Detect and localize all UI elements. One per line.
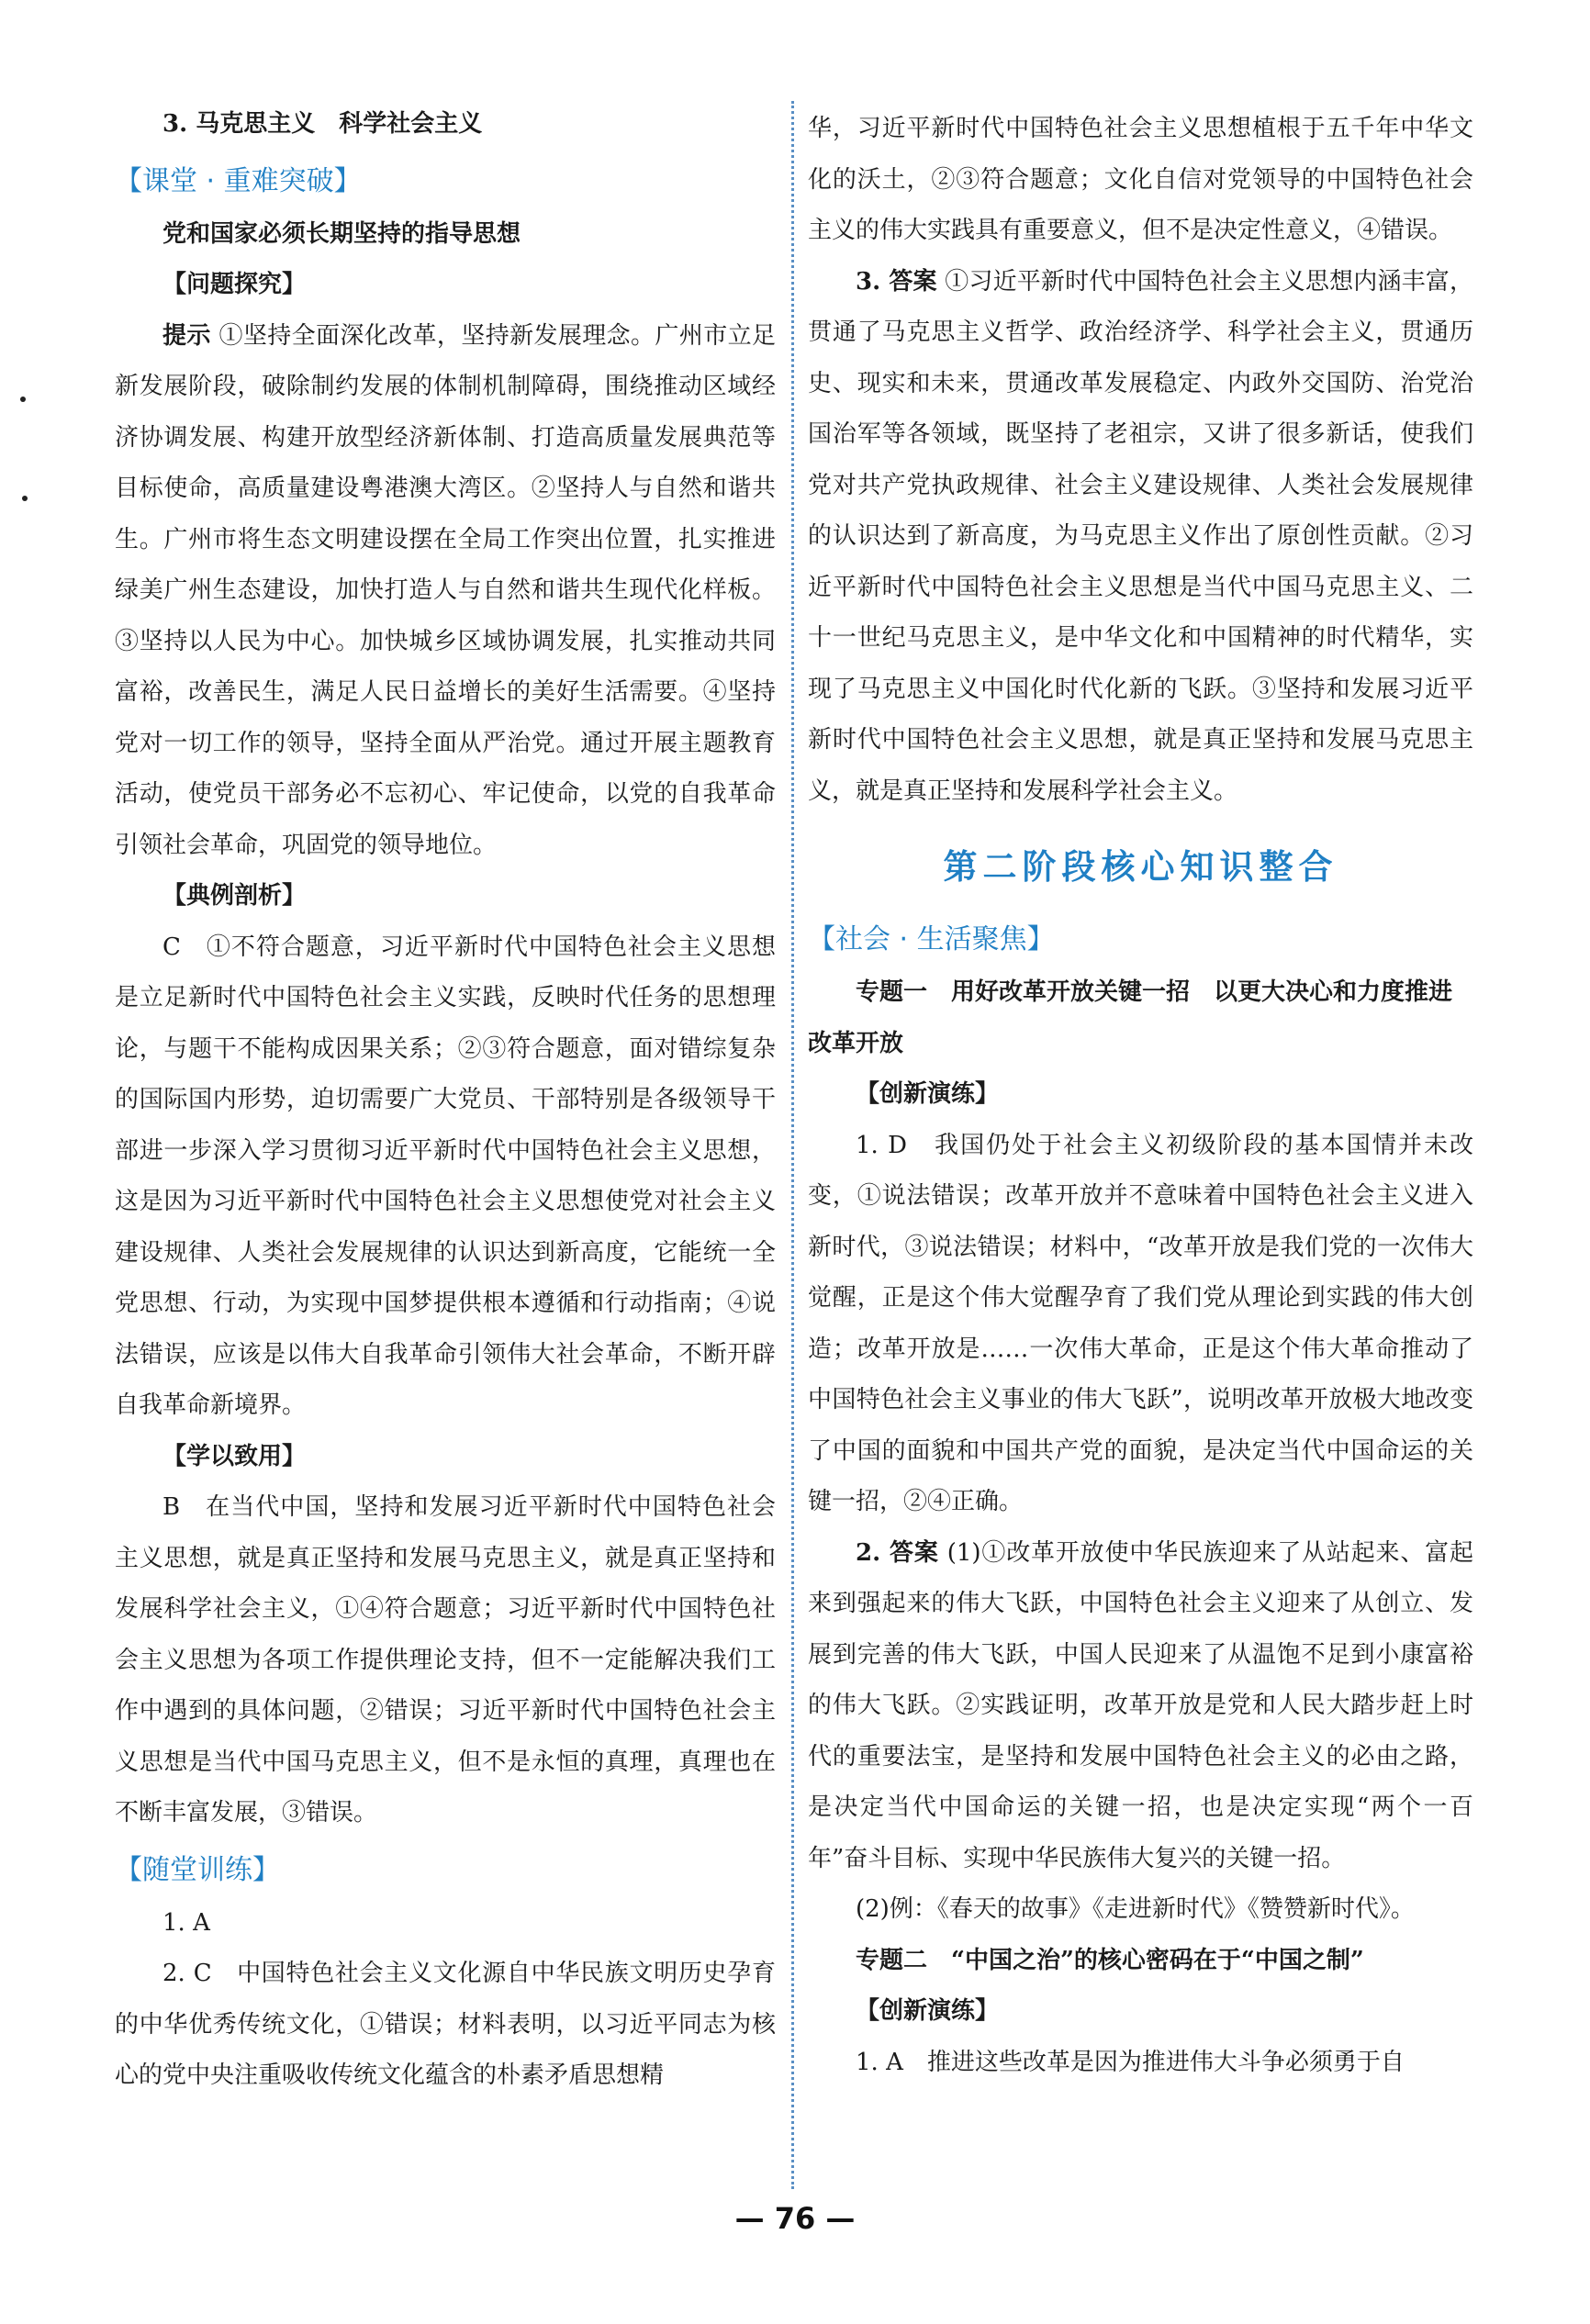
topic-title: 党和国家必须长期坚持的指导思想	[162, 219, 521, 248]
xueyi-paragraph: B 在当代中国，坚持和发展习近平新时代中国特色社会主义思想，就是真正坚持和发展马克思主义，就是真正坚持和发展科学社会主义，①④符合题意；习近平新时代中国特色社会主义思想为各项工作提供理论支持，但不一定能解决我们工作中遇到的具体问题，②错误；习近平新时代中国特色社会主义思想是当代中国马克思主义，但不是永恒的真理，真理也在不断丰富发展，③错误。	[115, 1493, 776, 1827]
section-heading-suitang: 【随堂训练】	[115, 1853, 280, 1886]
column-divider	[791, 101, 794, 2189]
answer-2-text: (1)①改革开放使中华民族迎来了从站起来、富起来到强起来的伟大飞跃，中国特色社会主义迎来了从创立、发展到完善的伟大飞跃，中国人民迎来了从温饱不足到小康富裕的伟大飞跃。②实践证明，改革开放是党和人民大踏步赶上时代的重要法宝，是坚持和发展中国特色社会主义的必由之路，是决定当代中国命运的关键一招，也是决定实现“两个一百年”奋斗目标、实现中华民族伟大复兴的关键一招。	[808, 1538, 1473, 1872]
topic-2-title: 专题二 “中国之治”的核心密码在于“中国之制”	[856, 1946, 1364, 1974]
stage-title: 第二阶段核心知识整合	[943, 847, 1338, 887]
topic-1-answer-2-part2: (2)例：《春天的故事》《走进新时代》《赞赞新时代》。	[856, 1895, 1415, 1923]
subheading-xueyi: 【学以致用】	[162, 1442, 307, 1470]
answer-2-label: 2. 答案	[856, 1538, 939, 1567]
tishi-text: ①坚持全面深化改革，坚持新发展理念。广州市立足新发展阶段，破除制约发展的体制机制障碍，围绕推动区域经济协调发展、构建开放型经济新体制、打造高质量发展典范等目标使命，高质量建设粤港澳大湾区。②坚持人与自然和谐共生。广州市将生态文明建设摆在全局工作突出位置，扎实推进绿美广州生态建设，加快打造人与自然和谐共生现代化样板。③坚持以人民为中心。加快城乡区域协调发展，扎实推动共同富裕，改善民生，满足人民日益增长的美好生活需要。④坚持党对一切工作的领导，坚持全面从严治党。通过开展主题教育活动，使党员干部务必不忘初心、牢记使命，以党的自我革命引领社会革命，巩固党的领导地位。	[115, 321, 776, 859]
topic-1-title: 专题一 用好改革开放关键一招 以更大决心和力度推进改革开放	[808, 978, 1453, 1057]
section-heading-shehui: 【社会 · 生活聚焦】	[808, 923, 1055, 955]
answer-3-paragraph	[808, 257, 1473, 818]
suitang-answer-2: 2. C 中国特色社会主义文化源自中华民族文明历史孕育的中华优秀传统文化，①错误；材料表明，以习近平同志为核心的党中央注重吸收传统文化蕴含的朴素矛盾思想精	[115, 1960, 776, 2089]
topic-1-answer-2	[808, 1528, 1473, 1885]
margin-dot	[20, 397, 26, 402]
left-column	[115, 99, 776, 2102]
answer-3-text: ①习近平新时代中国特色社会主义思想内涵丰富，贯通了马克思主义哲学、政治经济学、科学社会主义，贯通历史、现实和未来，贯通改革发展稳定、内政外交国防、治党治国治军等各领域，既坚持了老祖宗，又讲了很多新话，使我们党对共产党执政规律、社会主义建设规律、人类社会发展规律的认识达到了新高度，为马克思主义作出了原创性贡献。②习近平新时代中国特色社会主义思想是当代中国马克思主义、二十一世纪马克思主义，是中华文化和中国精神的时代精华，实现了马克思主义中国化时代化新的飞跃。③坚持和发展习近平新时代中国特色社会主义思想，就是真正坚持和发展马克思主义，就是真正坚持和发展科学社会主义。	[808, 267, 1473, 805]
subheading-wenti: 【问题探究】	[162, 271, 307, 298]
margin-dot	[22, 496, 28, 501]
suitang-answer-1: 1. A	[162, 1908, 210, 1937]
answer-3-label: 3. 答案	[856, 267, 937, 296]
dianli-paragraph: C ①不符合题意，习近平新时代中国特色社会主义思想是立足新时代中国特色社会主义实践，反映时代任务的思想理论，与题干不能构成因果关系；②③符合题意，面对错综复杂的国际国内形势，迫切需要广大党员、干部特别是各级领导干部进一步深入学习贯彻习近平新时代中国特色社会主义思想，这是因为习近平新时代中国特色社会主义思想使党对社会主义建设规律、人类社会发展规律的认识达到新高度，它能统一全党思想、行动，为实现中国梦提供根本遵循和行动指南；④说法错误，应该是以伟大自我革命引领伟大社会革命，不断开辟自我革命新境界。	[115, 933, 776, 1419]
subheading-chuangxin-2: 【创新演练】	[856, 1997, 1000, 2025]
page-number: — 76 —	[734, 2201, 856, 2236]
answer-line-3: 3. 马克思主义 科学社会主义	[162, 110, 483, 138]
topic-1-answer-1: 1. D 我国仍处于社会主义初级阶段的基本国情并未改变，①说法错误；改革开放并不意味着中国特色社会主义进入新时代，③说法错误；材料中，“改革开放是我们党的一次伟大觉醒，正是这个伟大觉醒孕育了我们党从理论到实践的伟大创造；改革开放是……一次伟大革命，正是这个伟大革命推动了中国特色社会主义事业的伟大飞跃”，说明改革开放极大地改变了中国的面貌和中国共产党的面貌，是决定当代中国命运的关键一招，②④正确。	[808, 1131, 1473, 1515]
subheading-chuangxin-1: 【创新演练】	[856, 1080, 1000, 1108]
topic-2-answer-1: 1. A 推进这些改革是因为推进伟大斗争必须勇于自	[856, 2048, 1405, 2076]
right-column	[808, 104, 1473, 2088]
continued-paragraph: 华，习近平新时代中国特色社会主义思想植根于五千年中华文化的沃土，②③符合题意；文化自信对党领导的中国特色社会主义的伟大实践具有重要意义，但不是决定性意义，④错误。	[808, 115, 1473, 244]
tishi-label: 提示	[162, 321, 211, 350]
section-heading-ketang: 【课堂 · 重难突破】	[115, 164, 362, 197]
subheading-dianli: 【典例剖析】	[162, 882, 307, 910]
tishi-paragraph	[115, 311, 776, 872]
